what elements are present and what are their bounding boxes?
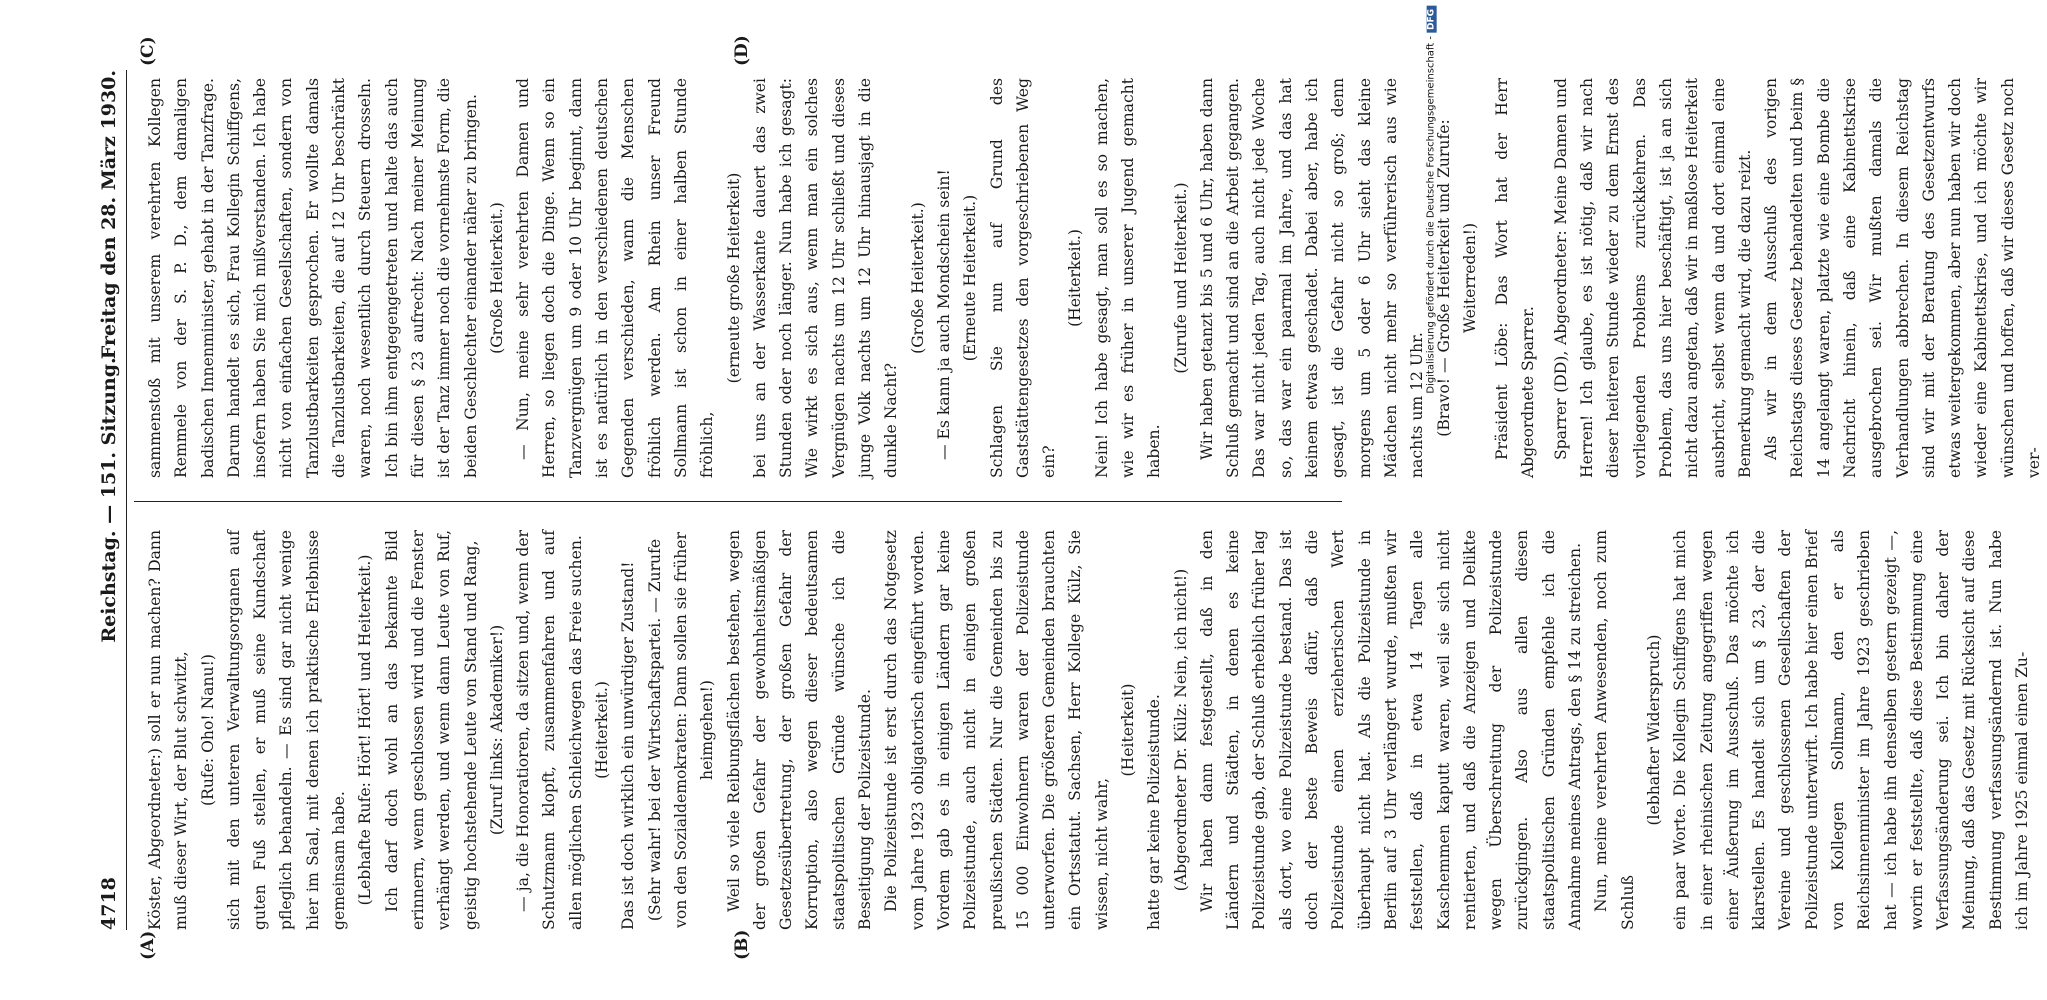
interjection: (Heiterkeit.) (1066, 229, 1085, 327)
page-header (92, 70, 127, 930)
interjection: (erneute große Heiterkeit) (724, 172, 743, 384)
footer-text: Digitalisierung gefördert durch die Deutsche Forschungsgemeinschaft - (1426, 36, 1437, 394)
paragraph: Die Polizeistunde ist erst durch das Notgesetz vom Jahre 1923 obligatorisch eingeführt worden. Vordem gab es in einigen Ländern gar keine Polizeistunde, auch nicht in einigen großen preußischen Städten. Nur die Gemeinden bis zu 15 000 Einwohnern waren der Polizeistunde unterworfen. Die größeren Gemeinden brauchten ein Ortsstatut. Sachsen, Herr Kollege Külz, Sie wissen, nicht wahr, (882, 530, 1111, 930)
left-column (142, 530, 2032, 930)
paragraph: — Nun, meine sehr verehrten Damen und Herren, so liegen doch die Dinge. Wenn so ein Tanzvergnügen um 9 oder 10 Uhr beginnt, dann ist es natürlich in den verschiedenen deutschen Gegenden verschieden, wann die Menschen fröhlich werden. Am Rhein unser Freund Sollmann ist schon in einer halben Stunde fröhlich, (514, 78, 717, 478)
paragraph: Ich darf doch wohl an das bekannte Bild erinnern, wenn geschlossen wird und die Fenster verhängt werden, und wenn dann Leute von Ruf, geistig hochstehende Leute von Stand und Rang, (382, 530, 480, 930)
margin-marker-c: (C) (138, 36, 158, 66)
interjection: (Heiterkeit) (1118, 683, 1137, 777)
interjection: (Große Heiterkeit.) (908, 202, 927, 354)
paragraph: — ja, die Honoratioren, da sitzen und, wenn der Schutzmann klopft, zusammenfahren und auf allen möglichen Schleichwegen das Freie suchen. (514, 530, 585, 930)
paragraph: — Es kann ja auch Mondschein sein! (934, 169, 953, 460)
interjection: (Erneute Heiterkeit.) (961, 194, 980, 362)
session-date: Freitag den 28. März 1930. (98, 70, 120, 360)
speaker-paragraph: Präsident Löbe: Das Wort hat der Herr Abgeordnete Sparrer. (1493, 78, 1538, 478)
interjection: (Abgeordneter Dr. Külz: Nein, ich nicht!) (1171, 568, 1190, 892)
paragraph: ein paar Worte. Die Kollegin Schiffgens hat mich in einer rheinischen Zeitung angegriffen wegen einer Äußerung im Ausschuß. Das möchte ich klarstellen. Es handelt sich um § 23, der die Vereine und geschlossenen Gesellschaften der Polizeistunde unterwirft. Ich habe hier einen Brief von Kollegen Sollmann, den er als Reichsinnenminister im Jahre 1923 geschrieben hat — ich habe ihn denselben gestern gezeigt —, worin er feststellte, daß diese Bestimmung eine Verfassungsänderung sei. Ich bin daher der Meinung, daß das Gesetz mit Rücksicht auf diese Bestimmung verfassungsändernd ist. Nun habe ich im Jahre 1925 einmal einen Zu- (1671, 530, 2032, 930)
interjection: (Bravo! — Große Heiterkeit und Zurufe: Weiterreden!) (1434, 119, 1479, 437)
interjection: (Lebhafte Rufe: Hört! Hört! und Heiterkeit.) (356, 554, 375, 906)
paragraph: hatte gar keine Polizeistunde. (1145, 694, 1164, 930)
paragraph: Schlagen Sie nun auf Grund des Gaststättengesetzes den vorgeschriebenen Weg ein? (987, 78, 1059, 478)
interjection: (lebhafter Widerspruch) (1644, 634, 1663, 826)
interjection: (Heiterkeit.) (593, 681, 612, 779)
interjection: (Zuruf links: Akademiker!) (487, 624, 506, 836)
paragraph: Wir haben dann festgestellt, daß in den Ländern und Städten, in denen es keine Polizeistunde gab, der Schluß erheblich früher lag als dort, wo eine Polizeistunde bestand. Das ist doch der beste Beweis dafür, daß die Polizeistunde einen erzieherischen Wert überhaupt nicht hat. Als die Polizeistunde in Berlin auf 3 Uhr verlängert wurde, mußten wir feststellen, daß in etwa 14 Tagen alle Kaschemmen kaputt waren, weil sie sich nicht rentierten, und daß die Anzeigen und Delikte wegen Überschreitung der Polizeistunde zurückgingen. Also aus allen diesen staatspolitischen Gründen empfehle ich die Annahme meines Antrags, den § 14 zu streichen. (1197, 530, 1585, 930)
paragraph: Nein! Ich habe gesagt, man soll es so machen, wie wir es früher in unserer Jugend gemacht haben. (1092, 78, 1164, 478)
paragraph: bei uns an der Wasserkante dauert das zwei Stunden oder noch länger. Nun habe ich gesagt: Wie wirkt es sich aus, wenn man ein solches Vergnügen nachts um 12 Uhr schließt und dieses junge Volk nachts um 12 Uhr hinausjagt in die dunkle Nacht? (750, 78, 901, 478)
page-number: 4718 (98, 877, 120, 930)
paragraph: sammenstoß mit unserem verehrten Kollegen Remmele von der S. P. D., dem damaligen badischen Innenminister, gehabt in der Tanzfrage. Darum handelt es sich, Frau Kollegin Schiffgens, insofern haben Sie mich mißverstanden. Ich habe nicht von einfachen Gesellschaften, sondern von Tanzlustbarkeiten gesprochen. Er wollte damals die Tanzlustbarkeiten, die auf 12 Uhr beschränkt waren, noch wesentlich durch Steuern drosseln. Ich bin ihm entgegengetreten und halte das auch für diesen § 23 aufrecht: Nach meiner Meinung ist der Tanz immer noch die vornehmste Form, die beiden Geschlechter einander näher zu bringen. (146, 78, 480, 478)
paragraph: Weil so viele Reibungsflächen bestehen, wegen der großen Gefahr der gewohnheitsmäßigen Gesetzesübertretung, der großen Gefahr der Korruption, also wegen dieser bedeutsamen staatspolitischen Gründe wünsche ich die Beseitigung der Polizeistunde. (724, 530, 875, 930)
session-title: Reichstag. — 151. Sitzung. (98, 357, 120, 643)
interjection: (Sehr wahr! bei der Wirtschaftspartei. — Zurufe von den Sozialdemokraten: Dann sollen sie früher heimgehen!) (645, 532, 717, 928)
margin-marker-d: (D) (732, 35, 752, 66)
interjection: (Rufe: Oho! Nanu!) (198, 654, 217, 806)
paragraph: Wir haben getanzt bis 5 und 6 Uhr, haben dann Schluß gemacht und sind an die Arbeit gegangen. Das war nicht jeden Tag, auch nicht jede Woche so, das war ein paarmal im Jahre, und das hat keinem etwas geschadet. Dabei aber, habe ich gesagt, ist die Gefahr nicht so groß; denn morgens um 5 oder 6 Uhr sieht das kleine Mädchen nicht mehr so verführerisch aus wie nachts um 12 Uhr. (1197, 78, 1427, 478)
paragraph: Nun, meine verehrten Anwesenden, noch zum Schluß (1592, 530, 1637, 930)
paragraph: Als wir in dem Ausschuß des vorigen Reichstags dieses Gesetz behandelten und beim § 14 angelangt waren, platzte wie eine Bombe die Nachricht hinein, daß eine Kabinettskrise ausgebrochen sei. Wir mußten damals die Verhandlungen abbrechen. In diesem Reichstag sind wir mit der Beratung des Gesetzentwurfs etwas weitergekommen, aber nun haben wir doch wieder eine Kabinettskrise, und ich möchte wir wünschen und hoffen, daß wir dieses Gesetz noch ver- (1762, 78, 2044, 478)
paragraph: Köster, Abgeordneter:) soll er nun machen? Dann muß dieser Wirt, der Blut schwitzt, (146, 530, 191, 930)
interjection: (Große Heiterkeit.) (487, 202, 506, 354)
margin-marker-a: (A) (138, 930, 158, 960)
paragraph: Das ist doch wirklich ein unwürdiger Zustand! (619, 561, 638, 930)
speaker-paragraph: Sparrer (DD), Abgeordneter: Meine Damen und Herren! Ich glaube, es ist nötig, daß wir nach dieser heiteren Stunde wieder zu dem Ernst des vorliegenden Problems zurückkehren. Das Problem, das uns hier beschäftigt, ist ja an sich nicht dazu angetan, daß wir in maßlose Heiterkeit ausbricht, selbst wenn da und dort einmal eine Bemerkung gemacht wird, die dazu reizt. (1551, 78, 1754, 478)
column-divider (134, 501, 1342, 502)
dfg-logo: DFG (1427, 6, 1437, 33)
paragraph: sich mit den unteren Verwaltungsorganen auf guten Fuß stellen, er muß seine Kundschaft pfleglich behandeln. — Es sind gar nicht wenige hier im Saal, mit denen ich praktische Erlebnisse gemeinsam habe. (224, 530, 349, 930)
margin-marker-b: (B) (732, 929, 752, 960)
interjection: (Zurufe und Heiterkeit.) (1171, 182, 1190, 374)
